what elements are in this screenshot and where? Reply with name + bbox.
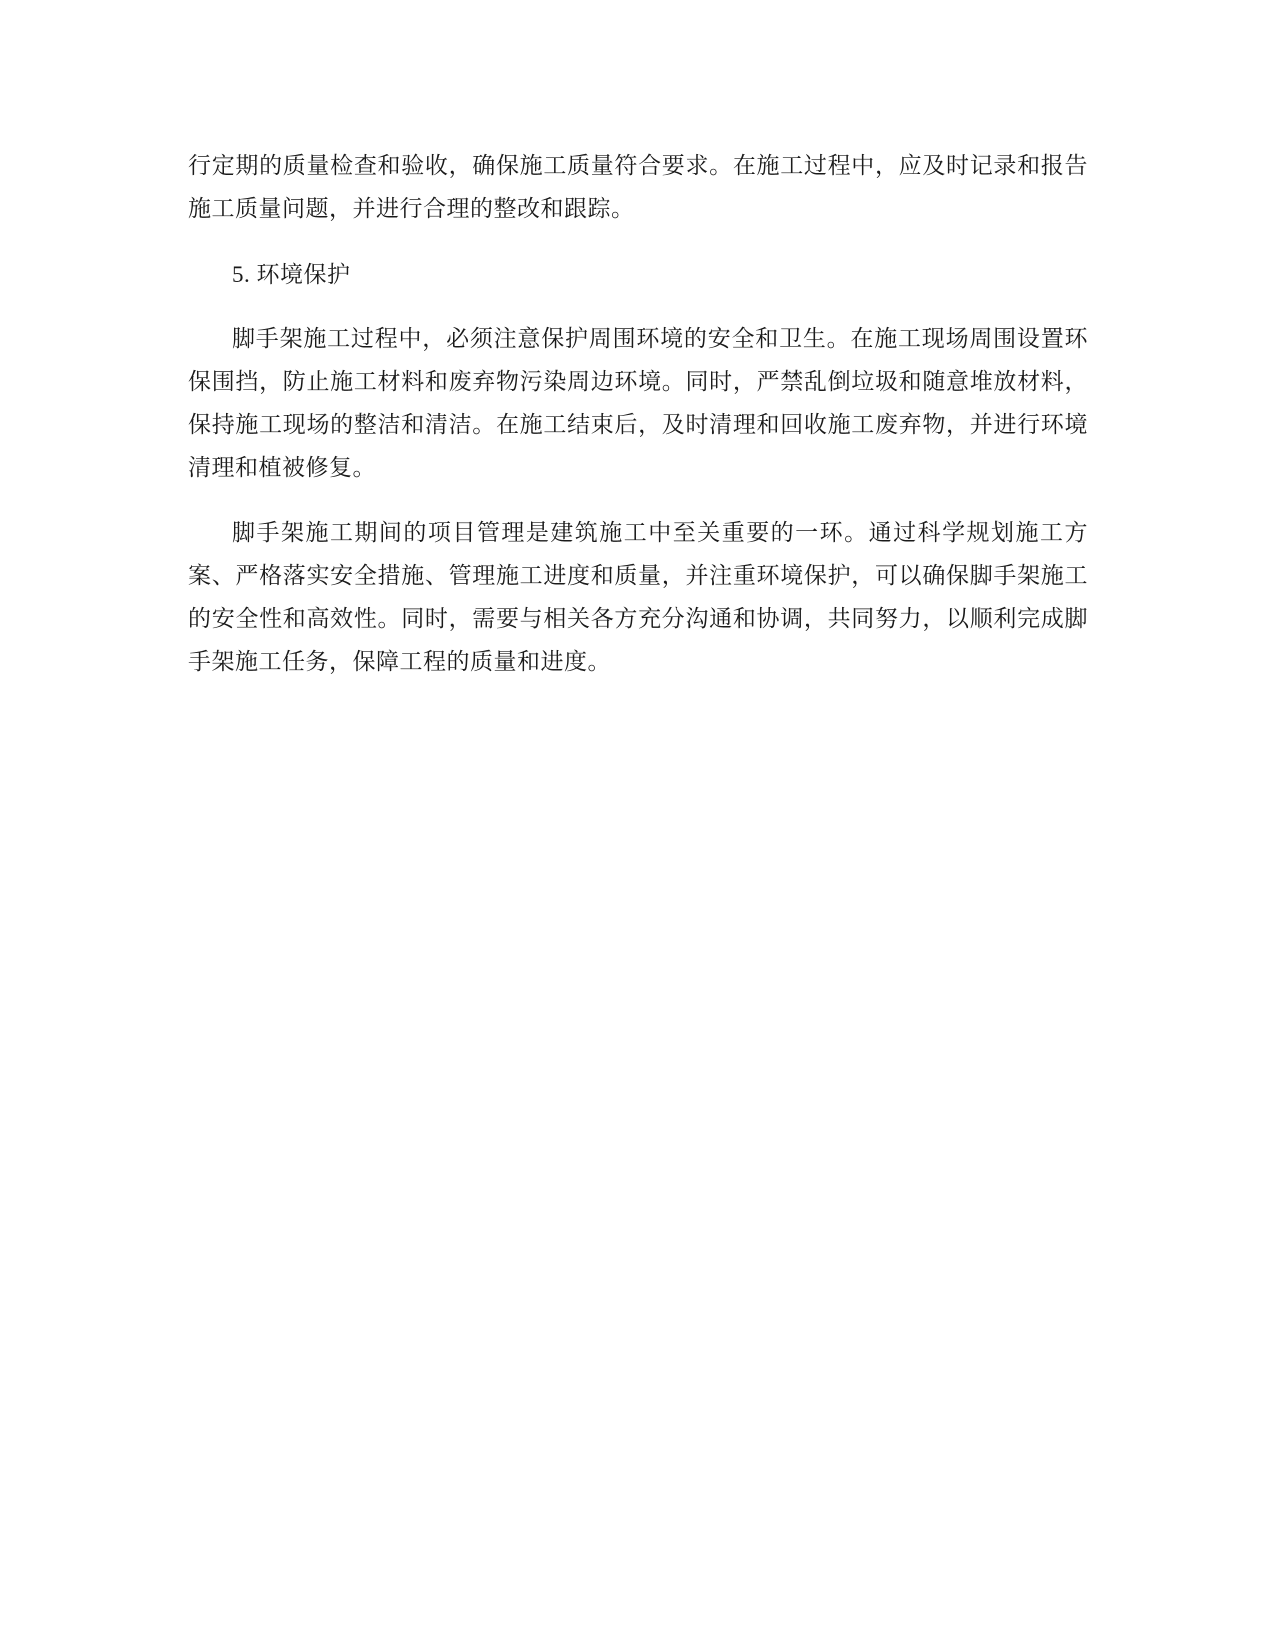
paragraph-continuation: 行定期的质量检查和验收，确保施工质量符合要求。在施工过程中，应及时记录和报告施工质量问题，并进行合理的整改和跟踪。 [188, 153, 1088, 222]
paragraph-conclusion: 脚手架施工期间的项目管理是建筑施工中至关重要的一环。通过科学规划施工方案、严格落实安全措施、管理施工进度和质量，并注重环境保护，可以确保脚手架施工的安全性和高效性。同时，需要与相关各方充分沟通和协调，共同努力，以顺利完成脚手架施工任务，保障工程的质量和进度。 [188, 520, 1088, 675]
document-body [188, 145, 1088, 706]
paragraph-environment: 脚手架施工过程中，必须注意保护周围环境的安全和卫生。在施工现场周围设置环保围挡，防止施工材料和废弃物污染周边环境。同时，严禁乱倒垃圾和随意堆放材料，保持施工现场的整洁和清洁。在施工结束后，及时清理和回收施工废弃物，并进行环境清理和植被修复。 [188, 326, 1088, 481]
section-heading: 5. 环境保护 [232, 262, 351, 287]
